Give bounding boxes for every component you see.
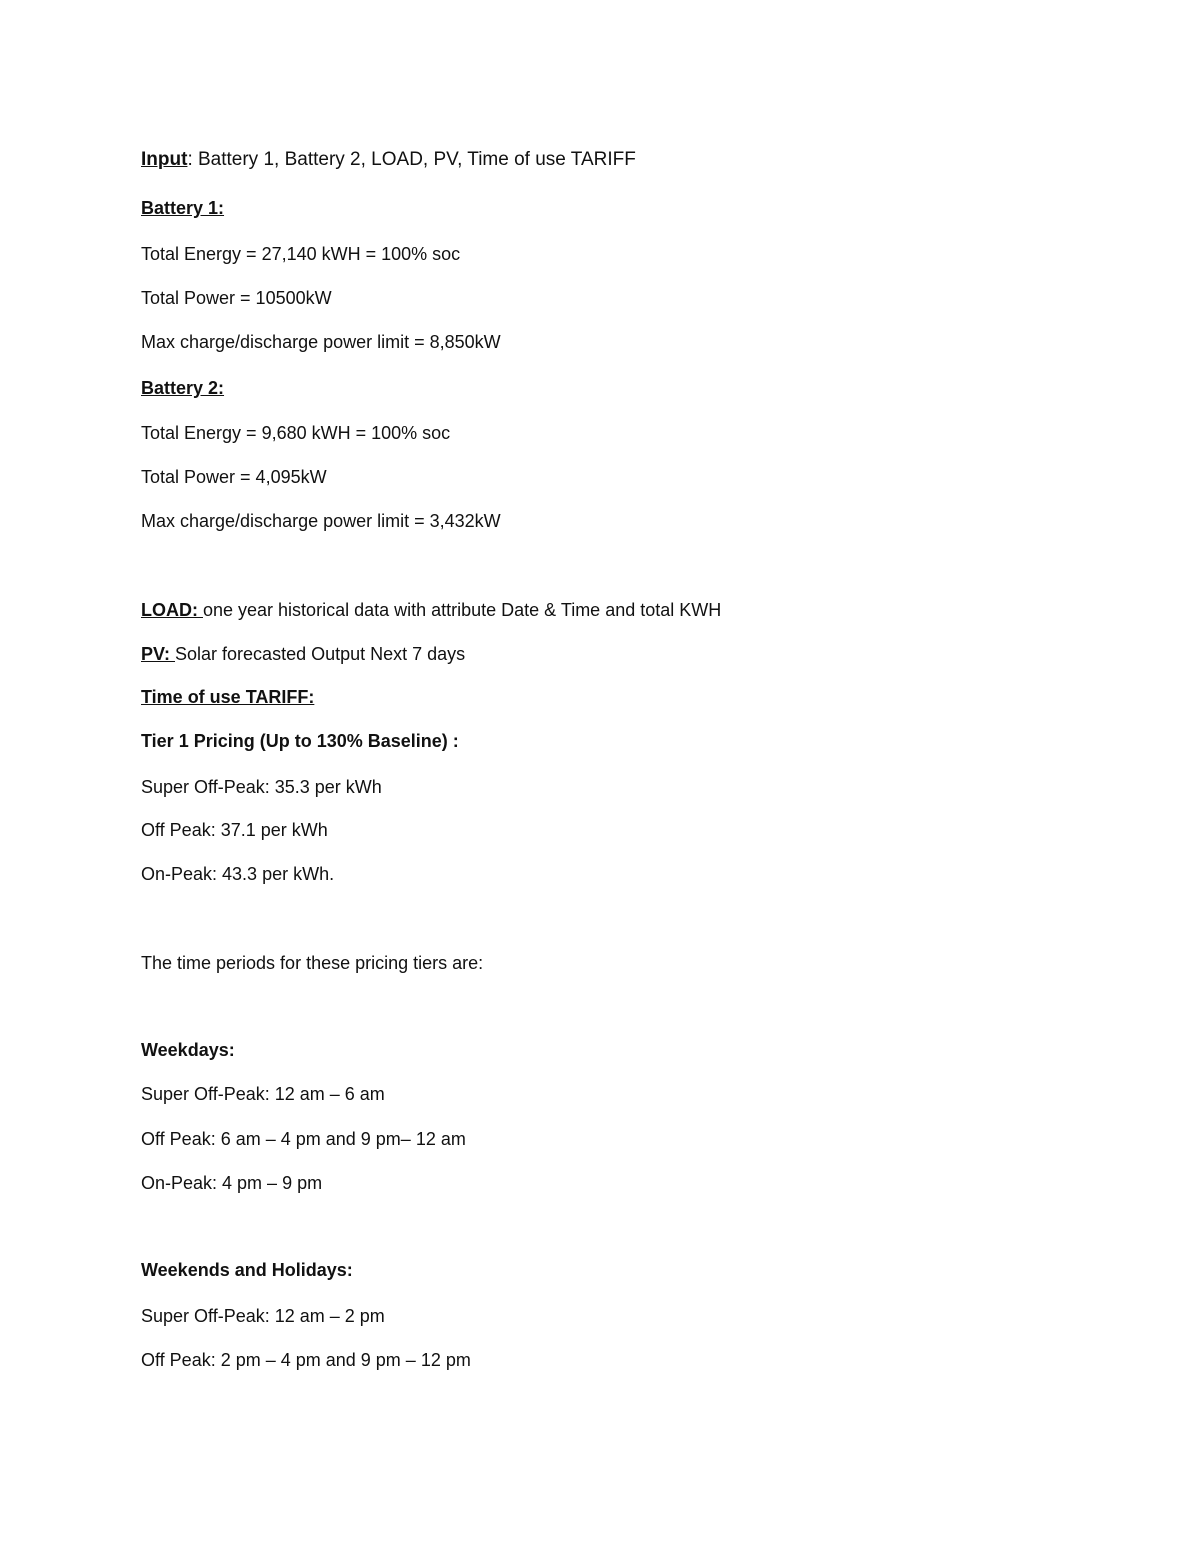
weekend-super-off-peak: Super Off-Peak: 12 am – 2 pm	[141, 1306, 385, 1326]
price-off-peak: Off Peak: 37.1 per kWh	[141, 820, 328, 840]
pv-text: Solar forecasted Output Next 7 days	[175, 644, 466, 664]
weekends-heading: Weekends and Holidays:	[141, 1260, 353, 1280]
weekday-super-off-peak: Super Off-Peak: 12 am – 6 am	[141, 1084, 385, 1104]
load-line	[141, 599, 721, 621]
price-on-peak: On-Peak: 43.3 per kWh.	[141, 864, 335, 884]
weekend-off-peak: Off Peak: 2 pm – 4 pm and 9 pm – 12 pm	[141, 1350, 471, 1370]
weekday-on-peak: On-Peak: 4 pm – 9 pm	[141, 1173, 323, 1193]
battery2-total-power: Total Power = 4,095kW	[141, 467, 327, 487]
input-label: Input	[141, 149, 188, 170]
weekday-off-peak: Off Peak: 6 am – 4 pm and 9 pm– 12 am	[141, 1129, 466, 1149]
pv-label: PV:	[141, 644, 176, 664]
battery1-heading: Battery 1:	[141, 198, 225, 218]
periods-intro: The time periods for these pricing tiers are:	[141, 953, 484, 973]
input-line	[141, 149, 636, 171]
battery1-total-power: Total Power = 10500kW	[141, 288, 332, 308]
tier1-heading: Tier 1 Pricing (Up to 130% Baseline) :	[141, 731, 459, 751]
price-super-off-peak: Super Off-Peak: 35.3 per kWh	[141, 777, 382, 797]
weekdays-heading: Weekdays:	[141, 1040, 235, 1060]
input-text: : Battery 1, Battery 2, LOAD, PV, Time of use TARIFF	[187, 149, 636, 170]
load-label: LOAD:	[141, 600, 203, 620]
battery2-max-power: Max charge/discharge power limit = 3,432kW	[141, 511, 501, 531]
battery1-max-power: Max charge/discharge power limit = 8,850kW	[141, 332, 501, 352]
pv-line	[141, 643, 465, 665]
battery2-heading: Battery 2:	[141, 378, 225, 398]
load-text: one year historical data with attribute Date & Time and total KWH	[203, 600, 722, 620]
battery2-total-energy: Total Energy = 9,680 kWH = 100% soc	[141, 423, 451, 443]
tariff-heading: Time of use TARIFF:	[141, 687, 315, 707]
battery1-total-energy: Total Energy = 27,140 kWH = 100% soc	[141, 244, 461, 264]
